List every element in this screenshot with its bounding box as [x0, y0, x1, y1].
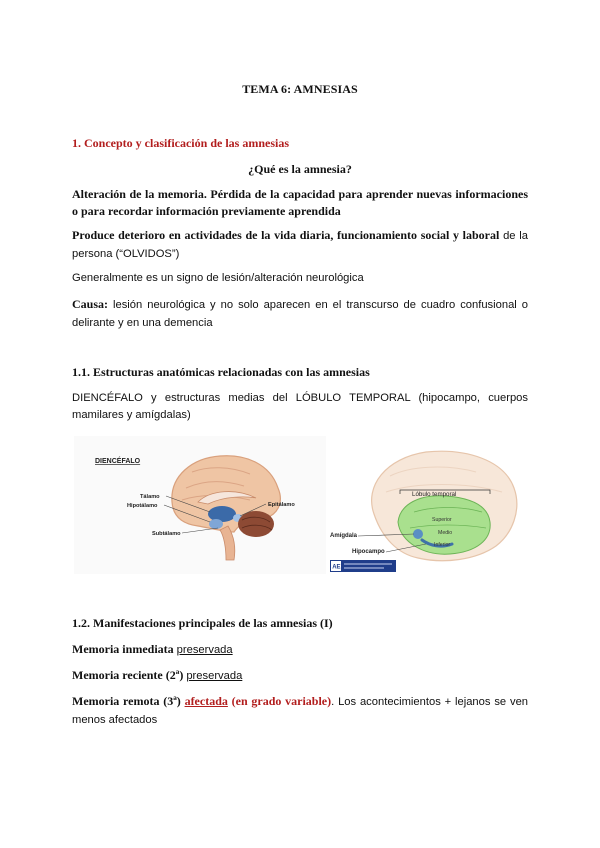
diencephalon-figure	[74, 436, 326, 574]
thalamus-shape	[208, 506, 236, 522]
label-hipotalamo: Hipotálamo	[127, 503, 158, 509]
section-1-2-heading: 1.2. Manifestaciones principales de las amnesias (I)	[72, 616, 333, 630]
temporal-lobe-illustration	[326, 436, 528, 576]
memory-remote-detail: (en grado variable)	[231, 694, 332, 708]
cause-label: Causa:	[72, 297, 109, 311]
fig1-title: DIENCÉFALO	[95, 458, 141, 465]
section-1-heading: 1. Concepto y clasificación de las amnesias	[72, 136, 289, 150]
diencephalon-illustration	[74, 436, 326, 574]
memory-recent-state: preservada	[186, 670, 243, 682]
badge-logo: AE	[332, 564, 341, 571]
label-lobulo: Lóbulo temporal	[412, 491, 457, 498]
label-inferior: Inferior	[434, 542, 451, 548]
memory-remote-state: afectada	[184, 694, 228, 708]
impact-rest: de la persona (“OLVIDOS”)	[72, 230, 528, 260]
memory-immediate-label: Memoria inmediata	[72, 642, 174, 656]
impact-bold: Produce deterioro en actividades de la vida diaria, funcionamiento social y laboral	[72, 228, 500, 242]
label-superior: Superior	[432, 517, 452, 523]
impact-paragraph	[72, 227, 528, 263]
label-amigdala: Amígdala	[330, 533, 358, 539]
amygdala-shape	[413, 529, 423, 539]
document-title: TEMA 6: AMNESIAS	[242, 82, 358, 96]
question-heading: ¿Qué es la amnesia?	[248, 162, 352, 176]
memory-remote-label: Memoria remota (3ª)	[72, 694, 181, 708]
hypothalamus-shape	[209, 519, 223, 529]
temporal-lobe-figure	[326, 436, 528, 576]
memory-recent-line	[72, 667, 528, 685]
subtalamo-leader	[182, 528, 218, 533]
structures-paragraph: DIENCÉFALO y estructuras medias del LÓBULO TEMPORAL (hipocampo, cuerpos mamilares y amígdalas)	[72, 392, 528, 421]
memory-remote-line	[72, 693, 528, 729]
cause-text: lesión neurológica y no solo aparecen en el transcurso de cuadro confusional o delirante y en una demencia	[72, 299, 528, 329]
definition-paragraph: Alteración de la memoria. Pérdida de la capacidad para aprender nuevas informaciones o para recordar información previamente aprendida	[72, 187, 528, 218]
section-1-1-heading: 1.1. Estructuras anatómicas relacionadas con las amnesias	[72, 365, 370, 379]
label-talamo: Tálamo	[140, 494, 160, 500]
label-hipocampo: Hipocampo	[352, 549, 385, 555]
sign-paragraph: Generalmente es un signo de lesión/alteración neurológica	[72, 272, 364, 284]
memory-immediate-state: preservada	[176, 644, 233, 656]
label-medio: Medio	[438, 530, 453, 536]
memory-remote-rest: . Los acontecimientos + lejanos se ven menos afectados	[72, 696, 529, 726]
memory-recent-label: Memoria reciente (2ª)	[72, 668, 184, 682]
label-epitalamo: Epitálamo	[268, 502, 295, 508]
memory-immediate-line	[72, 641, 528, 659]
cause-paragraph	[72, 296, 528, 332]
label-subtalamo: Subtálamo	[152, 531, 181, 537]
cerebellum-shape	[238, 511, 274, 537]
